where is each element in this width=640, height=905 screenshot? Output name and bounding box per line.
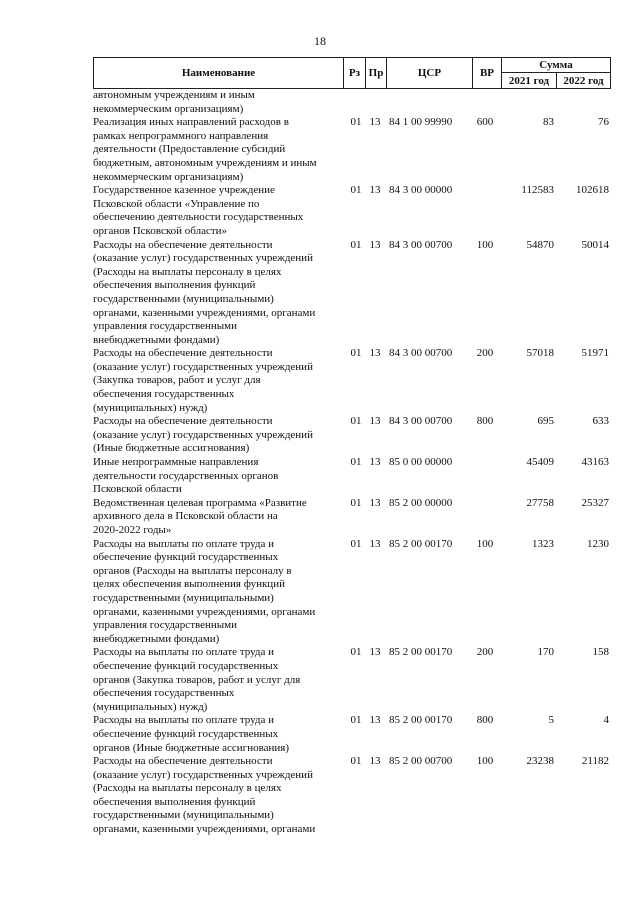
row-sum-2021: 45409 <box>526 456 554 469</box>
header-name: Наименование <box>94 58 344 88</box>
row-csr: 84 3 00 00700 <box>389 238 453 251</box>
header-rz: Рз <box>344 58 366 88</box>
row-sum-2021: 695 <box>537 415 554 428</box>
row-csr: 85 2 00 00000 <box>389 496 453 509</box>
row-vr: 100 <box>476 755 494 768</box>
table-row <box>93 239 611 348</box>
row-vr: 600 <box>476 116 494 129</box>
row-pr: 13 <box>369 238 381 251</box>
row-rz: 01 <box>350 116 362 129</box>
row-sum-2021: 83 <box>543 116 554 129</box>
row-rz: 01 <box>350 238 362 251</box>
row-name: Реализация иных направлений расходов в рамках непрограммного направления деятельности (Предоставление субсидий бюджетным, автономным учреждениям и иным некоммерческим организациям) <box>93 116 317 183</box>
row-pr: 13 <box>369 415 381 428</box>
row-pr: 13 <box>369 456 381 469</box>
row-name: Расходы на обеспечение деятельности (оказание услуг) государственных учреждений (Закупка товаров, работ и услуг для обеспечения государственных (муниципальных) нужд) <box>93 347 313 414</box>
row-pr: 13 <box>369 646 381 659</box>
row-csr: 84 3 00 00000 <box>389 184 453 197</box>
row-vr: 100 <box>476 537 494 550</box>
row-sum-2022: 25327 <box>581 496 609 509</box>
row-name: Расходы на выплаты по оплате труда и обеспечение функций государственных органов (Закупка товаров, работ и услуг для обеспечения государственных (муниципальных) нужд) <box>93 646 301 713</box>
table-row <box>93 89 611 116</box>
row-name: Расходы на выплаты по оплате труда и обеспечение функций государственных органов (Расходы на выплаты персоналу в целях обеспечения выполнения функций государственными (муниципальными) органами, казенными учреждениями, органами управления государственными внебюджетными фондами) <box>93 537 316 645</box>
row-sum-2021: 57018 <box>526 347 554 360</box>
page-number: 18 <box>314 34 326 48</box>
row-rz: 01 <box>350 415 362 428</box>
budget-table <box>93 57 611 837</box>
header-pr: Пр <box>366 58 387 88</box>
row-name: Ведомственная целевая программа «Развитие архивного дела в Псковской области на 2020-2022 годы» <box>93 496 307 536</box>
row-sum-2021: 112583 <box>521 184 554 197</box>
row-name: Государственное казенное учреждение Псковской области «Управление по обеспечению деятельности государственных органов Псковской области» <box>93 184 304 237</box>
table-row <box>93 116 611 184</box>
table-header <box>93 57 611 89</box>
table-row <box>93 456 611 497</box>
row-sum-2021: 5 <box>548 714 554 727</box>
row-rz: 01 <box>350 755 362 768</box>
row-sum-2021: 1323 <box>532 537 554 550</box>
table-row <box>93 415 611 456</box>
row-sum-2022: 76 <box>598 116 609 129</box>
row-sum-2022: 50014 <box>581 238 609 251</box>
row-pr: 13 <box>369 347 381 360</box>
row-csr: 85 0 00 00000 <box>389 456 453 469</box>
row-name: Иные непрограммные направления деятельности государственных органов Псковской области <box>93 456 279 496</box>
row-sum-2021: 170 <box>537 646 554 659</box>
row-rz: 01 <box>350 184 362 197</box>
row-csr: 84 3 00 00700 <box>389 415 453 428</box>
row-csr: 84 3 00 00700 <box>389 347 453 360</box>
row-vr: 800 <box>476 714 494 727</box>
row-csr: 85 2 00 00170 <box>389 646 453 659</box>
table-row <box>93 755 611 837</box>
header-sum: Сумма <box>502 58 610 73</box>
table-body <box>93 89 611 837</box>
row-pr: 13 <box>369 755 381 768</box>
header-csr: ЦСР <box>387 58 473 88</box>
row-pr: 13 <box>369 714 381 727</box>
row-pr: 13 <box>369 496 381 509</box>
row-sum-2021: 27758 <box>526 496 554 509</box>
row-rz: 01 <box>350 456 362 469</box>
header-year-2021: 2021 год <box>502 73 557 88</box>
row-sum-2022: 4 <box>603 714 609 727</box>
row-sum-2022: 21182 <box>581 755 609 768</box>
row-name: Расходы на обеспечение деятельности (оказание услуг) государственных учреждений (Расходы на выплаты персоналу в целях обеспечения выполнения функций государственными (муниципальными) органами, казенными учреждениями, органами <box>93 755 316 836</box>
row-name: автономным учреждениям и иным некоммерческим организациям) <box>93 89 255 115</box>
row-vr: 800 <box>476 415 494 428</box>
table-row <box>93 184 611 238</box>
row-sum-2022: 43163 <box>581 456 609 469</box>
row-rz: 01 <box>350 347 362 360</box>
header-sum-group <box>502 58 610 88</box>
row-vr: 200 <box>476 347 494 360</box>
row-sum-2021: 23238 <box>526 755 554 768</box>
row-name: Расходы на выплаты по оплате труда и обеспечение функций государственных органов (Иные бюджетные ассигнования) <box>93 714 290 754</box>
row-name: Расходы на обеспечение деятельности (оказание услуг) государственных учреждений (Иные бюджетные ассигнования) <box>93 415 313 455</box>
header-vr: ВР <box>473 58 502 88</box>
row-sum-2022: 158 <box>592 646 609 659</box>
table-row <box>93 714 611 755</box>
table-row <box>93 497 611 538</box>
table-row <box>93 538 611 647</box>
row-pr: 13 <box>369 537 381 550</box>
row-sum-2021: 54870 <box>526 238 554 251</box>
row-rz: 01 <box>350 714 362 727</box>
row-rz: 01 <box>350 537 362 550</box>
row-vr: 100 <box>476 238 494 251</box>
row-pr: 13 <box>369 116 381 129</box>
header-year-2022: 2022 год <box>563 74 604 87</box>
row-csr: 84 1 00 99990 <box>389 116 453 129</box>
row-sum-2022: 1230 <box>587 537 609 550</box>
row-sum-2022: 633 <box>592 415 609 428</box>
row-vr: 200 <box>476 646 494 659</box>
row-rz: 01 <box>350 646 362 659</box>
row-sum-2022: 51971 <box>581 347 609 360</box>
row-name: Расходы на обеспечение деятельности (оказание услуг) государственных учреждений (Расходы на выплаты персоналу в целях обеспечения выполнения функций государственными (муниципальными) органами, казенными учреждениями, органами управления государственными внебюджетными фондами) <box>93 238 316 346</box>
row-pr: 13 <box>369 184 381 197</box>
row-sum-2022: 102618 <box>576 184 609 197</box>
row-rz: 01 <box>350 496 362 509</box>
row-csr: 85 2 00 00700 <box>389 755 453 768</box>
table-row <box>93 646 611 714</box>
row-csr: 85 2 00 00170 <box>389 714 453 727</box>
row-csr: 85 2 00 00170 <box>389 537 453 550</box>
table-row <box>93 347 611 415</box>
